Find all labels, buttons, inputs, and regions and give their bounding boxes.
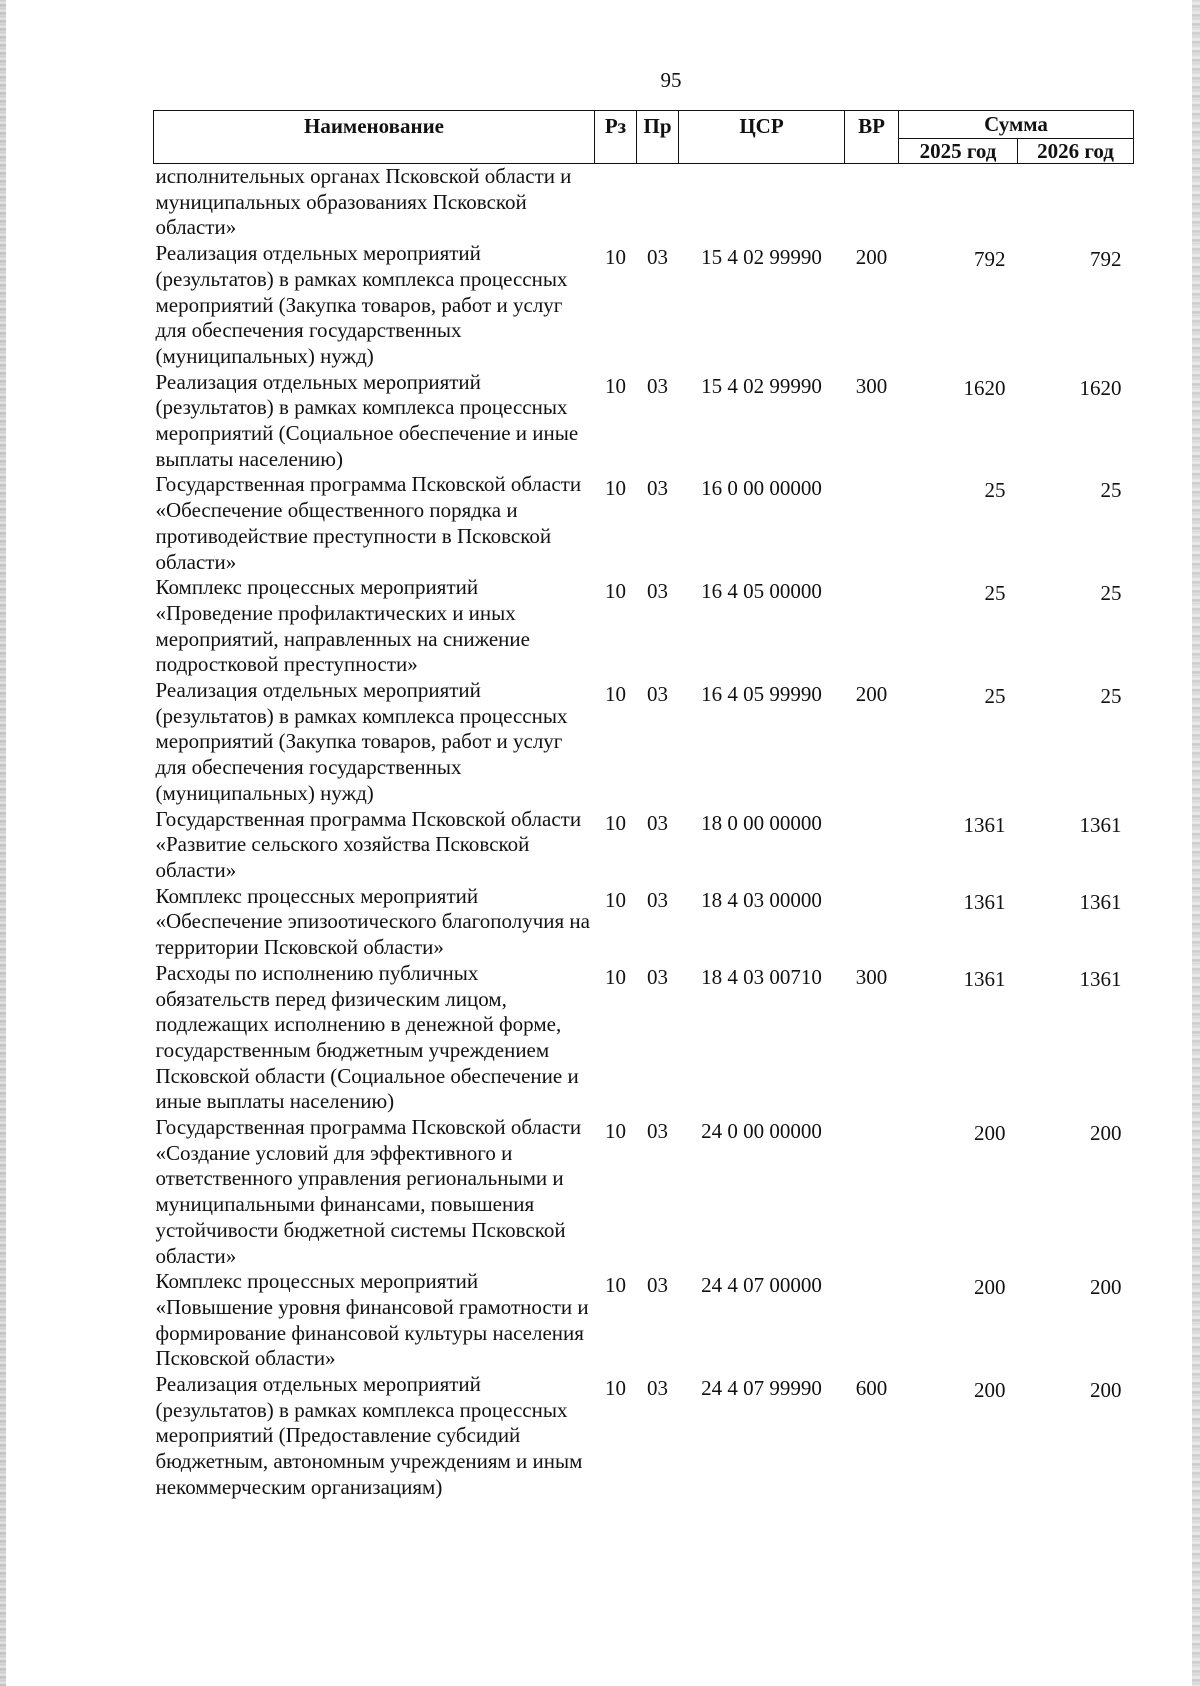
page-number: 95 bbox=[660, 68, 682, 92]
row-sum-2026: 200 bbox=[1090, 1275, 1122, 1300]
row-vr bbox=[845, 1115, 899, 1269]
row-pr bbox=[637, 164, 679, 242]
row-csr: 24 4 07 00000 bbox=[701, 1273, 822, 1298]
table-row bbox=[154, 961, 1134, 1115]
row-sum-2025: 25 bbox=[984, 581, 1006, 606]
row-vr: 300 bbox=[855, 964, 888, 989]
row-name: Реализация отдельных мероприятий (результатов) в рамках комплекса процессных мероприятий (Закупка товаров, работ и услуг для обеспечения государственных (муниципальных) нужд) bbox=[155, 241, 568, 368]
row-name: Расходы по исполнению публичных обязательств перед физическим лицом, подлежащих исполнению в денежной форме, государственным бюджетным учреждением Псковской области (Социальное обеспечение и иные выплаты населению) bbox=[155, 960, 579, 1114]
row-name: Государственная программа Псковской области «Создание условий для эффективного и ответственного управления региональными и муниципальными финансами, повышения устойчивости бюджетной системы Псковской области» bbox=[155, 1115, 582, 1268]
table-row bbox=[154, 1372, 1134, 1501]
row-csr: 15 4 02 99990 bbox=[701, 245, 822, 270]
table-row bbox=[154, 884, 1134, 961]
row-vr bbox=[845, 1269, 899, 1372]
row-sum-2026: 1361 bbox=[1079, 812, 1122, 837]
row-sum-2025: 200 bbox=[974, 1378, 1006, 1403]
row-sum-2026: 200 bbox=[1090, 1378, 1122, 1403]
row-pr: 03 bbox=[647, 579, 668, 604]
row-sum-2026: 792 bbox=[1090, 247, 1122, 272]
row-vr bbox=[845, 807, 899, 884]
row-sum-2025: 1361 bbox=[963, 812, 1006, 837]
row-sum-2026: 1361 bbox=[1079, 966, 1122, 991]
row-vr: 300 bbox=[855, 373, 888, 398]
table-body bbox=[154, 164, 1134, 1501]
row-pr: 03 bbox=[647, 1273, 668, 1298]
row-pr: 03 bbox=[647, 964, 668, 989]
row-sum-2026: 1361 bbox=[1079, 889, 1122, 914]
row-pr: 03 bbox=[647, 476, 668, 501]
table-row bbox=[154, 472, 1134, 575]
header-csr: ЦСР bbox=[679, 111, 845, 164]
row-sum-2026: 25 bbox=[1100, 684, 1122, 709]
row-csr: 15 4 02 99990 bbox=[701, 373, 822, 398]
row-pr: 03 bbox=[647, 373, 668, 398]
row-sum-2025: 200 bbox=[974, 1275, 1006, 1300]
row-rz: 10 bbox=[605, 964, 626, 989]
row-vr bbox=[845, 164, 899, 242]
row-rz: 10 bbox=[605, 373, 626, 398]
row-sum-2025: 1620 bbox=[963, 375, 1006, 400]
row-sum-2025 bbox=[899, 164, 1018, 242]
row-csr: 24 4 07 99990 bbox=[701, 1376, 822, 1401]
row-sum-2026: 25 bbox=[1100, 581, 1122, 606]
row-csr: 16 4 05 99990 bbox=[701, 682, 822, 707]
row-sum-2025: 25 bbox=[984, 684, 1006, 709]
row-rz: 10 bbox=[605, 1119, 626, 1144]
row-rz bbox=[595, 164, 637, 242]
header-name: Наименование bbox=[154, 111, 595, 164]
row-pr: 03 bbox=[647, 810, 668, 835]
header-vr: ВР bbox=[845, 111, 899, 164]
row-sum-2026: 1620 bbox=[1079, 375, 1122, 400]
header-pr: Пр bbox=[637, 111, 679, 164]
table-row bbox=[154, 575, 1134, 678]
row-sum-2025: 25 bbox=[984, 478, 1006, 503]
row-rz: 10 bbox=[605, 476, 626, 501]
row-sum-2026 bbox=[1018, 164, 1134, 242]
header-year-2025: 2025 год bbox=[899, 139, 1018, 164]
table-row bbox=[154, 241, 1134, 370]
row-name: Реализация отдельных мероприятий (результатов) в рамках комплекса процессных мероприятий (Социальное обеспечение и иные выплаты населению) bbox=[155, 369, 579, 471]
row-sum-2026: 25 bbox=[1100, 478, 1122, 503]
row-name: Комплекс процессных мероприятий «Проведение профилактических и иных мероприятий, направленных на снижение подростковой преступности» bbox=[155, 575, 530, 677]
row-vr: 200 bbox=[855, 245, 888, 270]
row-csr: 18 4 03 00000 bbox=[701, 887, 822, 912]
row-csr: 16 4 05 00000 bbox=[701, 579, 822, 604]
row-sum-2026: 200 bbox=[1090, 1121, 1122, 1146]
row-sum-2025: 200 bbox=[974, 1121, 1006, 1146]
row-sum-2025: 1361 bbox=[963, 966, 1006, 991]
header-year-2026: 2026 год bbox=[1018, 139, 1134, 164]
row-csr: 18 4 03 00710 bbox=[701, 964, 822, 989]
row-csr: 16 0 00 00000 bbox=[701, 476, 822, 501]
budget-table bbox=[153, 110, 1134, 1501]
row-sum-2025: 792 bbox=[974, 247, 1006, 272]
row-pr: 03 bbox=[647, 887, 668, 912]
table-row bbox=[154, 807, 1134, 884]
header-sum: Сумма bbox=[899, 111, 1134, 139]
row-rz: 10 bbox=[605, 810, 626, 835]
row-csr bbox=[679, 164, 845, 242]
row-vr: 600 bbox=[855, 1376, 888, 1401]
row-pr: 03 bbox=[647, 245, 668, 270]
row-csr: 18 0 00 00000 bbox=[701, 810, 822, 835]
row-name: Реализация отдельных мероприятий (результатов) в рамках комплекса процессных мероприятий (Закупка товаров, работ и услуг для обеспечения государственных (муниципальных) нужд) bbox=[155, 678, 568, 805]
table-row bbox=[154, 678, 1134, 807]
row-pr: 03 bbox=[647, 1376, 668, 1401]
row-rz: 10 bbox=[605, 579, 626, 604]
table-row bbox=[154, 1269, 1134, 1372]
row-name: Государственная программа Псковской области «Обеспечение общественного порядка и противодействие преступности в Псковской области» bbox=[155, 472, 582, 574]
row-csr: 24 0 00 00000 bbox=[701, 1119, 822, 1144]
row-vr bbox=[845, 884, 899, 961]
scan-edge-left bbox=[0, 0, 6, 1686]
table-header bbox=[154, 111, 1134, 164]
row-name: исполнительных органах Псковской области и муниципальных образованиях Псковской области» bbox=[155, 164, 572, 240]
row-name: Государственная программа Псковской области «Развитие сельского хозяйства Псковской области» bbox=[155, 806, 582, 882]
table-row bbox=[154, 164, 1134, 242]
scan-edge-right bbox=[1192, 0, 1200, 1686]
row-name: Комплекс процессных мероприятий «Обеспечение эпизоотического благополучия на территории Псковской области» bbox=[155, 883, 590, 960]
table-row bbox=[154, 370, 1134, 473]
row-rz: 10 bbox=[605, 1376, 626, 1401]
row-sum-2025: 1361 bbox=[963, 889, 1006, 914]
row-name: Комплекс процессных мероприятий «Повышение уровня финансовой грамотности и формирование финансовой культуры населения Псковской области» bbox=[155, 1269, 589, 1371]
row-rz: 10 bbox=[605, 682, 626, 707]
row-rz: 10 bbox=[605, 1273, 626, 1298]
header-rz: Рз bbox=[595, 111, 637, 164]
row-rz: 10 bbox=[605, 245, 626, 270]
row-rz: 10 bbox=[605, 887, 626, 912]
row-pr: 03 bbox=[647, 1119, 668, 1144]
row-pr: 03 bbox=[647, 682, 668, 707]
row-vr bbox=[845, 575, 899, 678]
row-vr bbox=[845, 472, 899, 575]
row-name: Реализация отдельных мероприятий (результатов) в рамках комплекса процессных мероприятий (Предоставление субсидий бюджетным, автономным учреждениям и иным некоммерческим организациям) bbox=[155, 1372, 583, 1499]
table-row bbox=[154, 1115, 1134, 1269]
row-vr: 200 bbox=[855, 682, 888, 707]
